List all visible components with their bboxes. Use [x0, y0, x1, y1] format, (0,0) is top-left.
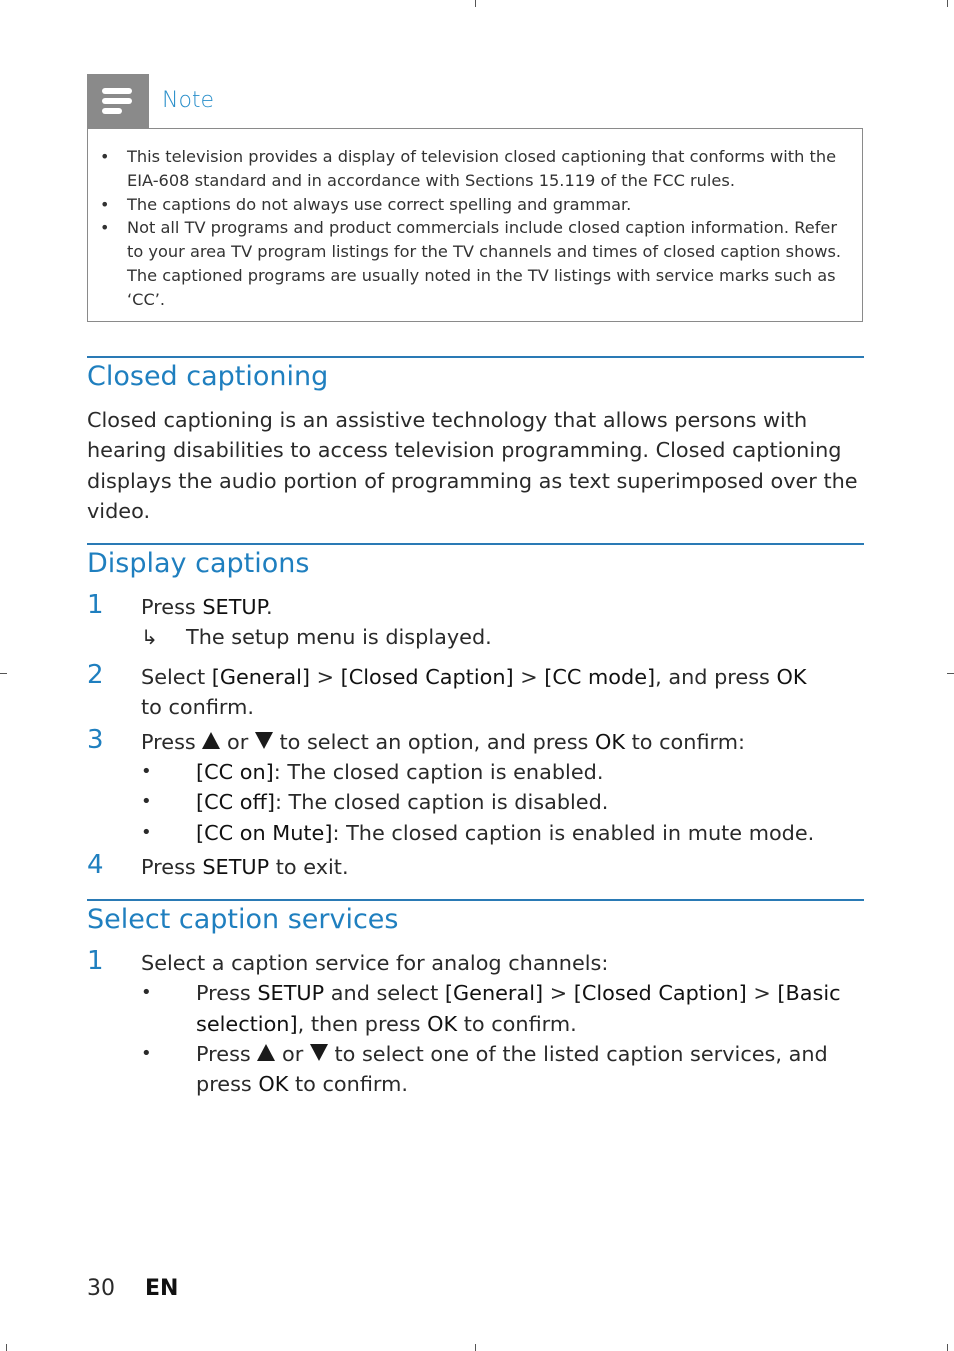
option-item: Press SETUP and select [General] > [Closed Caption] > [Basic: [196, 981, 841, 1005]
step-text: Select [General] > [Closed Caption] > [CC mode], and press OK: [141, 665, 807, 689]
note-box: [87, 128, 863, 322]
closed-captioning-paragraph: Closed captioning is an assistive technology that allows persons with hearing disabilities to access television programming. Closed captioning displays the audio portion of programming as text superimposed over the video.: [87, 408, 858, 523]
bullet: •: [141, 761, 152, 782]
step-number: 3: [87, 725, 104, 755]
option-item: Press or to select one of the listed caption services, and: [196, 1042, 828, 1066]
section-rule: [87, 356, 864, 358]
step-text: Press SETUP to exit.: [141, 855, 349, 879]
note-title: Note: [162, 88, 215, 113]
section-heading-display-captions: Display captions: [87, 548, 310, 579]
down-arrow-icon: [255, 732, 273, 749]
bullet: •: [141, 982, 152, 1003]
option-item: [CC on]: The closed caption is enabled.: [196, 760, 604, 784]
option-item-continued: selection], then press OK to confirm.: [196, 1012, 577, 1036]
step-text-continued: to confirm.: [141, 695, 254, 719]
note-item: • The captions do not always use correct spelling and grammar.: [100, 194, 632, 214]
crop-mark: [6, 1344, 7, 1351]
section-heading-closed-captioning: Closed captioning: [87, 361, 329, 392]
up-arrow-icon: [257, 1044, 275, 1061]
bullet: •: [141, 822, 152, 843]
down-arrow-icon: [310, 1044, 328, 1061]
section-rule: [87, 899, 864, 901]
crop-mark: [947, 0, 948, 7]
step-text: Press SETUP.: [141, 595, 273, 619]
note-item: • This television provides a display of television closed captioning that conforms with the EIA-608 standard and in accordance with Sections 15.119 of the FCC rules.: [100, 147, 837, 190]
step-number: 1: [87, 946, 104, 976]
note-icon: [87, 74, 149, 129]
crop-mark: [0, 673, 7, 674]
step-number: 1: [87, 590, 104, 620]
step-number: 2: [87, 660, 104, 690]
section-rule: [87, 543, 864, 545]
step-result: The setup menu is displayed.: [186, 625, 492, 649]
option-item-continued: press OK to confirm.: [196, 1072, 408, 1096]
language-code: EN: [145, 1276, 179, 1301]
page-number: 30: [87, 1276, 115, 1301]
bullet: •: [141, 1043, 152, 1064]
crop-mark: [475, 0, 476, 7]
option-item: [CC on Mute]: The closed caption is enabled in mute mode.: [196, 821, 815, 845]
crop-mark: [475, 1344, 476, 1351]
section-heading-select-caption-services: Select caption services: [87, 904, 399, 935]
crop-mark: [947, 673, 954, 674]
bullet: •: [141, 791, 152, 812]
crop-mark: [947, 1344, 948, 1351]
step-text: Press or to select an option, and press OK to confirm:: [141, 730, 746, 754]
step-text: Select a caption service for analog channels:: [141, 951, 609, 975]
up-arrow-icon: [202, 732, 220, 749]
note-list: [88, 145, 847, 312]
result-arrow-icon: ↳: [141, 625, 158, 649]
step-number: 4: [87, 850, 104, 880]
note-item: • Not all TV programs and product commercials include closed caption information. Refer to your area TV program listings for the TV channels and times of closed caption shows. The captioned programs are usually noted in the TV listings with service marks such as ‘CC’.: [100, 218, 842, 309]
option-item: [CC off]: The closed caption is disabled.: [196, 790, 609, 814]
